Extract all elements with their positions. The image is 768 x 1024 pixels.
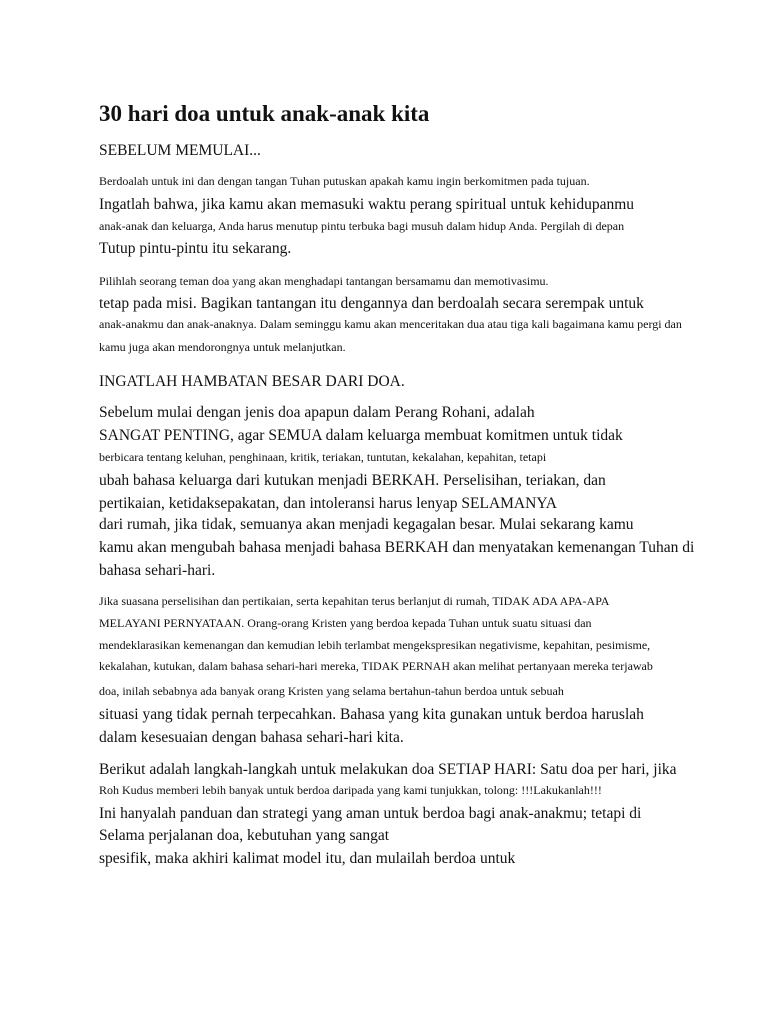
body-line: kekalahan, kutukan, dalam bahasa sehari-hari mereka, TIDAK PERNAH akan melihat pertanyaan mereka terjawab — [99, 659, 653, 673]
body-line: SANGAT PENTING, agar SEMUA dalam keluarga membuat komitmen untuk tidak — [99, 427, 623, 444]
body-line: Ingatlah bahwa, jika kamu akan memasuki waktu perang spiritual untuk kehidupanmu — [99, 196, 635, 213]
body-line: bahasa sehari-hari. — [99, 562, 216, 579]
body-line: anak-anakmu dan anak-anaknya. Dalam seminggu kamu akan menceritakan dua atau tiga kali bagaimana kamu pergi dan — [99, 317, 682, 331]
body-line: Roh Kudus memberi lebih banyak untuk berdoa daripada yang kami tunjukkan, tolong: !!!Lakukanlah!!! — [99, 783, 602, 797]
body-line: anak-anak dan keluarga, Anda harus menutup pintu terbuka bagi musuh dalam hidup Anda. Pergilah di depan — [99, 219, 625, 233]
body-line: spesifik, maka akhiri kalimat model itu, dan mulailah berdoa untuk — [99, 850, 516, 867]
body-line: dari rumah, jika tidak, semuanya akan menjadi kegagalan besar. Mulai sekarang kamu — [99, 516, 634, 533]
body-line: MELAYANI PERNYATAAN. Orang-orang Kristen yang berdoa kepada Tuhan untuk suatu situasi dan — [99, 616, 592, 630]
body-line: Ini hanyalah panduan dan strategi yang aman untuk berdoa bagi anak-anakmu; tetapi di — [99, 805, 642, 822]
body-line: berbicara tentang keluhan, penghinaan, kritik, teriakan, tuntutan, kekalahan, kepahitan, tetapi — [99, 450, 547, 464]
body-line: Jika suasana perselisihan dan pertikaian, serta kepahitan terus berlanjut di rumah, TIDAK ADA APA-APA — [99, 594, 610, 608]
body-line: Sebelum mulai dengan jenis doa apapun dalam Perang Rohani, adalah — [99, 404, 535, 421]
body-line: Berikut adalah langkah-langkah untuk melakukan doa SETIAP HARI: Satu doa per hari, jika — [99, 761, 677, 778]
document-title: 30 hari doa untuk anak-anak kita — [99, 101, 430, 126]
body-line: dalam kesesuaian dengan bahasa sehari-hari kita. — [99, 729, 404, 746]
body-line: kamu akan mengubah bahasa menjadi bahasa BERKAH dan menyatakan kemenangan Tuhan di — [99, 539, 695, 556]
body-line: mendeklarasikan kemenangan dan kemudian lebih terlambat mengekspresikan negativisme, kepahitan, pesimisme, — [99, 638, 651, 652]
body-line: doa, inilah sebabnya ada banyak orang Kristen yang selama bertahun-tahun berdoa untuk sebuah — [99, 684, 564, 698]
body-line: Berdoalah untuk ini dan dengan tangan Tuhan putuskan apakah kamu ingin berkomitmen pada tujuan. — [99, 174, 590, 188]
body-line: ubah bahasa keluarga dari kutukan menjadi BERKAH. Perselisihan, teriakan, dan — [99, 472, 606, 489]
body-line: pertikaian, ketidaksepakatan, dan intoleransi harus lenyap SELAMANYA — [99, 495, 557, 512]
body-line: kamu juga akan mendorongnya untuk melanjutkan. — [99, 340, 346, 354]
section-heading: INGATLAH HAMBATAN BESAR DARI DOA. — [99, 373, 405, 390]
body-line: tetap pada misi. Bagikan tantangan itu dengannya dan berdoalah secara serempak untuk — [99, 295, 644, 312]
body-line: Selama perjalanan doa, kebutuhan yang sangat — [99, 827, 390, 844]
body-line: situasi yang tidak pernah terpecahkan. Bahasa yang kita gunakan untuk berdoa haruslah — [99, 706, 644, 723]
body-line: Pilihlah seorang teman doa yang akan menghadapi tantangan bersamamu dan memotivasimu. — [99, 274, 549, 288]
section-heading: SEBELUM MEMULAI... — [99, 142, 261, 159]
body-line: Tutup pintu-pintu itu sekarang. — [99, 240, 292, 257]
